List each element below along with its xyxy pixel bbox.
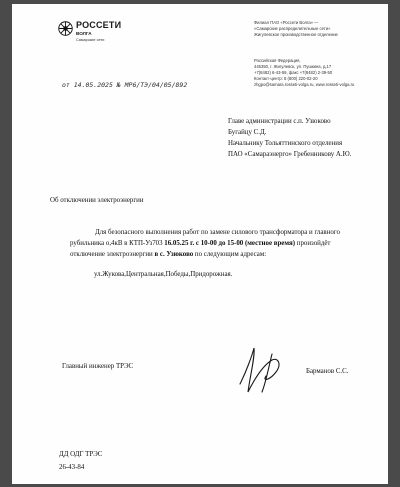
body-text-segment: произойдёт	[295, 240, 331, 247]
org-line: Филиал ПАО «Россети Волга» —	[254, 20, 319, 25]
org-line: «Самарские распределительные сети»	[254, 26, 331, 31]
outage-time: 16.05.25 г. с 10-00 до 15-00 (местное время)	[164, 240, 296, 247]
org-line: Жигулевское производственное отделение	[254, 32, 338, 37]
brand-region: ВОЛГА	[76, 31, 92, 36]
contact-line: zhgpo@samara.rosseti-volga.ru, www.rosseti-volga.ru	[254, 82, 355, 87]
addressee-line: Бугайцу С.Д.	[228, 129, 267, 136]
signatory-name: Барманов С.С.	[306, 368, 349, 375]
addressee-line: Главе администрации с.п. Узюково	[228, 118, 331, 125]
outage-location: в с. Узюково	[154, 251, 194, 258]
executor-block	[59, 448, 102, 474]
addressee-line: ПАО «Самараэнерго» Гребенникову А.Ю.	[228, 151, 352, 158]
brand-name: РОССЕТИ	[76, 20, 122, 30]
letter-subject: Об отключении электроэнергии	[50, 197, 144, 204]
addressee-block	[228, 116, 351, 160]
street-list: ул.Жукова,Центральная,Победы,Придорожная.	[94, 271, 233, 278]
body-line	[70, 238, 380, 249]
body-line: Для безопасного выполнения работ по замене силового трансформатора и главного	[95, 229, 340, 236]
letter-body	[70, 227, 380, 260]
body-text-segment: рубильника о,4кВ в КТП-Уз703	[70, 240, 165, 247]
handwritten-signature	[232, 342, 302, 402]
contacts-block	[254, 58, 354, 88]
organization-block	[254, 20, 338, 38]
addressee-line: Начальнику Тольяттинского отделения	[228, 140, 343, 147]
executor-phone: 26-43-84	[59, 464, 85, 471]
body-text-segment: отключение электроэнергии	[70, 251, 155, 258]
executor-unit: ДД ОДГ ТРЭС	[59, 451, 103, 458]
signatory-title: Главный инженер ТРЭС	[62, 363, 134, 370]
rosseti-logo-icon	[58, 21, 73, 36]
brand-subtitle: Самарские сети	[76, 38, 105, 42]
company-logo	[58, 19, 124, 49]
contact-line: 445350, г. Жигулевск, ул. Пушкина, д.17	[254, 64, 332, 69]
contact-line: +7(8482) 6-43-59, факс +7(8482) 2-39-50	[254, 70, 333, 75]
body-text-segment: по следующим адресам:	[193, 251, 267, 258]
outgoing-number-text: от 14.05.2025 № МР6/ТЭ/04/05/892	[62, 81, 188, 89]
body-line	[70, 249, 380, 260]
contact-line: Контакт-центр: 8 (800) 220-02-20	[254, 76, 318, 81]
contact-line: Российская Федерация,	[254, 58, 301, 63]
letter-page	[12, 4, 388, 484]
outgoing-number	[62, 81, 187, 89]
